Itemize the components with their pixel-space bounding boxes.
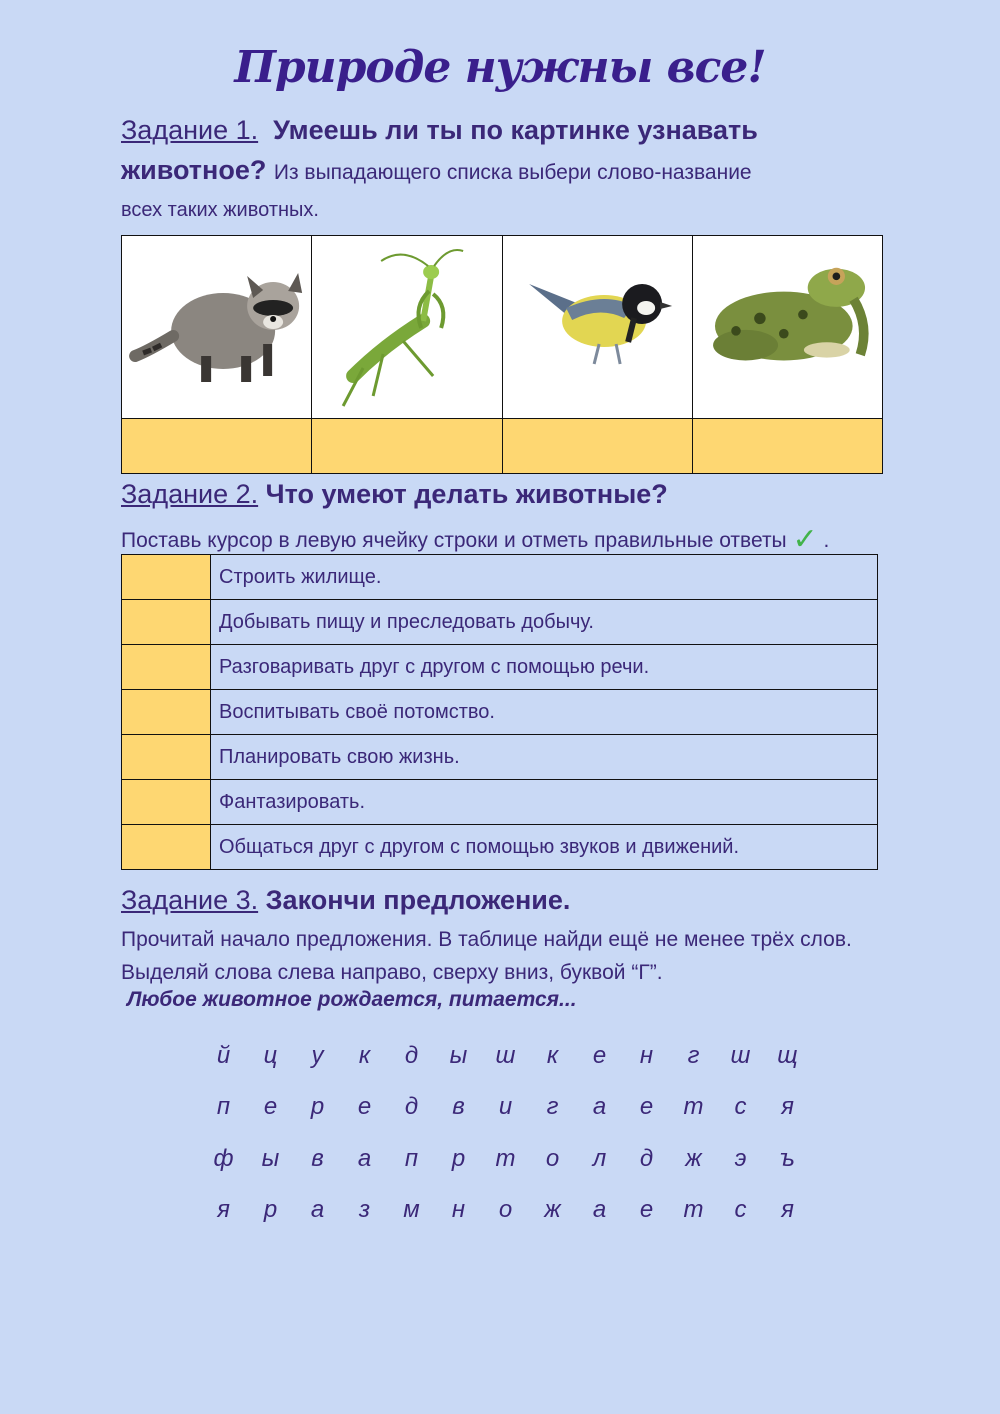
grid-letter[interactable]: е (357, 1093, 372, 1121)
grid-letter[interactable]: в (311, 1144, 324, 1172)
task2-instruction: Поставь курсор в левую ячейку строки и отметь правильные ответы (121, 529, 787, 552)
grid-letter[interactable]: п (404, 1144, 419, 1172)
table-row (122, 645, 878, 690)
grid-letter[interactable]: е (592, 1041, 607, 1069)
task2-label: Задание 2. (121, 479, 259, 509)
checkbox-cell[interactable] (122, 780, 211, 825)
grid-letter[interactable]: н (451, 1196, 466, 1224)
grid-letter[interactable]: ж (544, 1196, 561, 1224)
option-text: Общаться друг с другом с помощью звуков и движений. (211, 825, 878, 870)
grid-letter[interactable]: щ (777, 1041, 798, 1069)
letter-grid (200, 1030, 811, 1236)
grid-letter[interactable]: в (452, 1093, 465, 1121)
grid-letter[interactable]: а (310, 1196, 325, 1224)
grid-letter[interactable]: ы (261, 1144, 280, 1172)
animals-table (121, 235, 883, 474)
grid-letter[interactable]: г (546, 1093, 559, 1121)
task1-instruction-cont: всех таких животных. (121, 199, 319, 221)
grid-letter[interactable]: я (781, 1196, 794, 1224)
grid-letter[interactable]: д (404, 1041, 419, 1069)
raccoon-icon (122, 236, 311, 418)
grid-letter[interactable]: ш (730, 1041, 751, 1069)
grid-letter[interactable]: ъ (780, 1144, 795, 1172)
grid-letter[interactable]: з (358, 1196, 371, 1224)
checkbox-cell[interactable] (122, 690, 211, 735)
option-text: Воспитывать своё потомство. (211, 690, 878, 735)
animal-cell (122, 236, 312, 419)
grid-letter[interactable]: ш (495, 1041, 516, 1069)
grid-letter[interactable]: э (734, 1144, 747, 1172)
sentence-start: Любое животное рождается, питается... (127, 988, 577, 1011)
table-row (122, 690, 878, 735)
mantis-icon (312, 236, 501, 418)
table-row (122, 780, 878, 825)
grid-letter[interactable]: е (639, 1196, 654, 1224)
grid-letter[interactable]: с (734, 1093, 747, 1121)
skills-table (121, 554, 878, 870)
grid-row (200, 1185, 811, 1237)
answer-select-4[interactable] (692, 419, 882, 474)
grid-row (200, 1030, 811, 1082)
grid-letter[interactable]: к (358, 1041, 371, 1069)
grid-letter[interactable]: а (592, 1093, 607, 1121)
option-text: Добывать пищу и преследовать добычу. (211, 600, 878, 645)
table-row (122, 555, 878, 600)
task1-instruction: Из выпадающего списка выбери слово-название (273, 161, 752, 184)
instruction-period: . (823, 529, 830, 552)
grid-letter[interactable]: д (639, 1144, 654, 1172)
answer-select-3[interactable] (502, 419, 692, 474)
checkbox-cell[interactable] (122, 555, 211, 600)
task2-question: Что умеют делать животные? (265, 479, 668, 509)
animal-cell (312, 236, 502, 419)
option-text: Фантазировать. (211, 780, 878, 825)
task3-heading (121, 880, 570, 920)
checkbox-cell[interactable] (122, 600, 211, 645)
grid-letter[interactable]: е (263, 1093, 278, 1121)
grid-letter[interactable]: у (311, 1041, 324, 1069)
grid-letter[interactable]: с (734, 1196, 747, 1224)
grid-letter[interactable]: т (683, 1093, 704, 1121)
grid-letter[interactable]: я (781, 1093, 794, 1121)
grid-letter[interactable]: ц (263, 1041, 278, 1069)
checkbox-cell[interactable] (122, 825, 211, 870)
grid-letter[interactable]: р (263, 1196, 278, 1224)
grid-letter[interactable]: л (592, 1144, 607, 1172)
table-row (122, 825, 878, 870)
titmouse-icon (503, 236, 692, 418)
grid-letter[interactable]: р (451, 1144, 466, 1172)
grid-letter[interactable]: о (498, 1196, 513, 1224)
checkmark-icon: ✓ (792, 523, 818, 556)
grid-letter[interactable]: я (217, 1196, 230, 1224)
grid-letter[interactable]: а (357, 1144, 372, 1172)
grid-letter[interactable]: ф (213, 1144, 234, 1172)
grid-letter[interactable]: й (216, 1041, 231, 1069)
option-text: Разговаривать друг с другом с помощью речи. (211, 645, 878, 690)
grid-letter[interactable]: о (545, 1144, 560, 1172)
task2-instruction-line (121, 522, 829, 557)
grid-letter[interactable]: м (403, 1196, 420, 1224)
grid-letter[interactable]: ж (685, 1144, 702, 1172)
grid-row (200, 1133, 811, 1185)
checkbox-cell[interactable] (122, 645, 211, 690)
grid-letter[interactable]: и (498, 1093, 513, 1121)
option-text: Планировать свою жизнь. (211, 735, 878, 780)
answer-select-2[interactable] (312, 419, 502, 474)
grid-letter[interactable]: н (639, 1041, 654, 1069)
option-text: Строить жилище. (211, 555, 878, 600)
frog-icon (693, 236, 882, 418)
grid-letter[interactable]: е (639, 1093, 654, 1121)
task1-heading (121, 110, 881, 193)
grid-letter[interactable]: п (216, 1093, 231, 1121)
animal-cell (502, 236, 692, 419)
grid-letter[interactable]: г (687, 1041, 700, 1069)
grid-letter[interactable]: т (495, 1144, 516, 1172)
task1-label: Задание 1. (121, 115, 259, 145)
task3-question: Закончи предложение. (265, 885, 571, 915)
task1-question: Умеешь ли ты по картинке узнавать животное? (121, 115, 758, 185)
animal-cell (692, 236, 882, 419)
grid-letter[interactable]: р (310, 1093, 325, 1121)
grid-letter[interactable]: т (683, 1196, 704, 1224)
task2-heading (121, 474, 668, 514)
grid-row (200, 1082, 811, 1134)
answer-select-1[interactable] (122, 419, 312, 474)
page-title: Природе нужны все! (234, 42, 766, 93)
table-row (122, 600, 878, 645)
checkbox-cell[interactable] (122, 735, 211, 780)
table-row (122, 735, 878, 780)
task3-label: Задание 3. (121, 885, 259, 915)
grid-letter[interactable]: д (404, 1093, 419, 1121)
grid-letter[interactable]: а (592, 1196, 607, 1224)
grid-letter[interactable]: к (546, 1041, 559, 1069)
grid-letter[interactable]: ы (449, 1041, 468, 1069)
task3-instruction: Прочитай начало предложения. В таблице найди ещё не менее трёх слов. Выделяй слова слева направо, сверху вниз, буквой “Г”. (121, 928, 852, 984)
